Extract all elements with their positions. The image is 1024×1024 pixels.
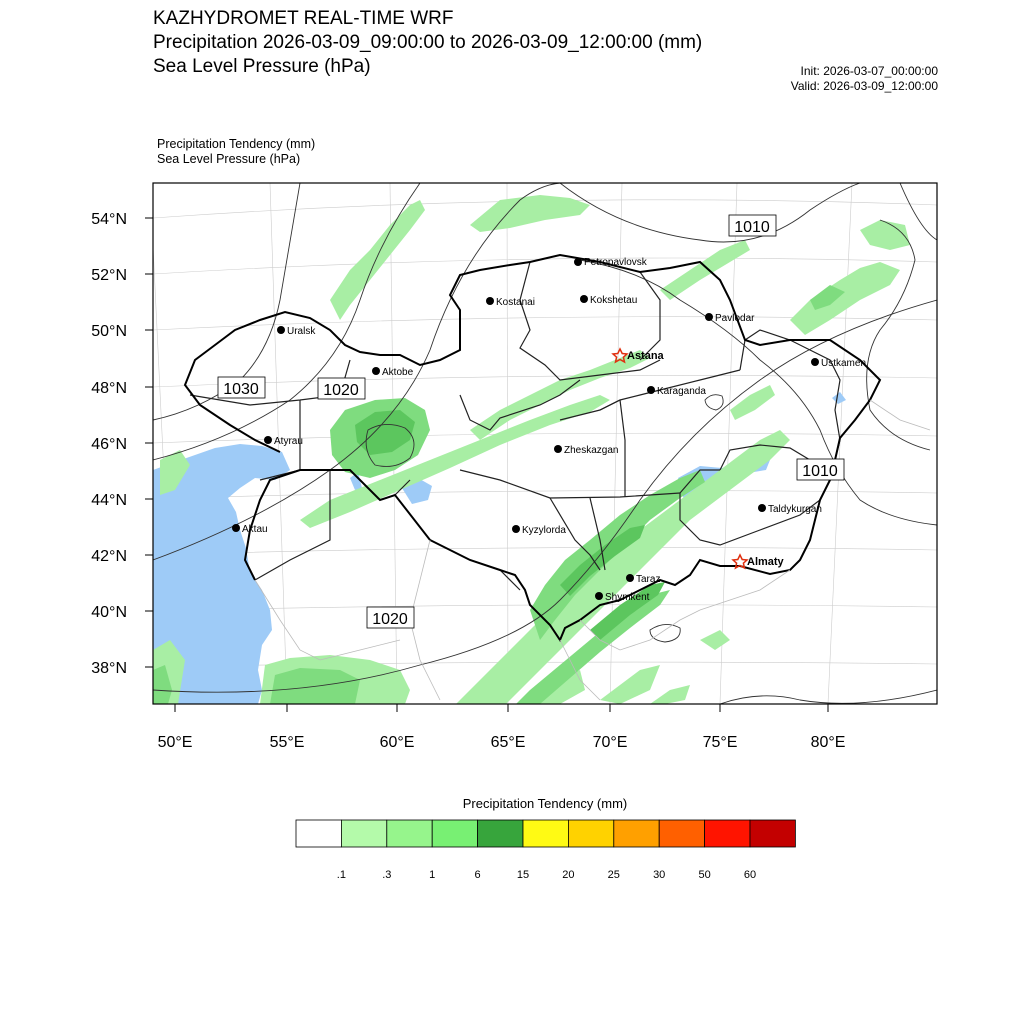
svg-text:Almaty: Almaty <box>747 556 784 568</box>
colorbar-swatch-0 <box>296 820 341 847</box>
colorbar-label-2: 1 <box>429 869 436 881</box>
lat-label-54: 54°N <box>91 211 127 228</box>
colorbar-swatch-4 <box>478 820 523 847</box>
colorbar-swatch-9 <box>705 820 750 847</box>
lat-label-52: 52°N <box>91 267 127 284</box>
colorbar-title: Precipitation Tendency (mm) <box>462 796 628 811</box>
city-almaty <box>733 555 785 568</box>
svg-text:Pavlodar: Pavlodar <box>715 313 755 324</box>
svg-text:1010: 1010 <box>734 219 770 236</box>
lat-label-46: 46°N <box>91 436 127 453</box>
isobar-label-1030 <box>218 377 265 398</box>
colorbar-labels <box>337 869 756 881</box>
city-pavlodar <box>705 313 755 324</box>
city-taldykurgan <box>758 504 822 515</box>
lon-label-70: 70°E <box>592 734 628 751</box>
subtitle-precip: Precipitation Tendency (mm) <box>157 137 316 151</box>
isobar-label-1010-east <box>797 459 844 480</box>
map-plot-area <box>150 183 937 720</box>
colorbar-label-3: 6 <box>474 869 481 881</box>
zaysan-lake <box>832 392 846 404</box>
svg-text:Taldykurgan: Taldykurgan <box>768 504 822 515</box>
svg-text:1020: 1020 <box>372 611 408 628</box>
svg-text:Ustkamen: Ustkamen <box>821 358 867 369</box>
isobar-label-1020-north <box>318 378 365 399</box>
subtitle-pressure: Sea Level Pressure (hPa) <box>157 152 301 166</box>
svg-text:Kostanai: Kostanai <box>496 297 535 308</box>
city-taraz <box>626 574 660 585</box>
lon-label-65: 65°E <box>490 734 526 751</box>
isobar-label-1010-north <box>729 215 776 236</box>
lat-label-48: 48°N <box>91 380 127 397</box>
colorbar-swatch-5 <box>523 820 568 847</box>
lat-label-42: 42°N <box>91 548 127 565</box>
colorbar-label-7: 30 <box>653 869 666 881</box>
svg-text:1030: 1030 <box>223 381 259 398</box>
title-line-3: Sea Level Pressure (hPa) <box>153 56 371 77</box>
city-kyzylorda <box>512 525 566 536</box>
svg-text:Kokshetau: Kokshetau <box>590 295 638 306</box>
colorbar-label-4: 15 <box>516 869 530 881</box>
city-zheskazgan <box>554 445 618 456</box>
colorbar-label-5: 20 <box>562 869 575 881</box>
city-ustkamen <box>811 358 866 369</box>
svg-text:Astana: Astana <box>627 350 664 362</box>
colorbar-swatch-7 <box>614 820 659 847</box>
colorbar-label-8: 50 <box>698 869 711 881</box>
lon-label-75: 75°E <box>702 734 738 751</box>
svg-text:1010: 1010 <box>802 463 838 480</box>
city-kokshetau <box>580 295 637 306</box>
city-uralsk <box>277 326 316 337</box>
lon-label-50: 50°E <box>157 734 193 751</box>
city-aktobe <box>372 367 414 378</box>
colorbar-swatch-2 <box>387 820 432 847</box>
lon-label-80: 80°E <box>810 734 846 751</box>
lon-label-55: 55°E <box>269 734 305 751</box>
city-kostanai <box>486 297 535 308</box>
colorbar-label-1: .3 <box>382 869 392 881</box>
lat-label-44: 44°N <box>91 492 127 509</box>
isobar-label-1020-south <box>367 607 414 628</box>
city-markers <box>232 257 866 603</box>
svg-text:Shymkent: Shymkent <box>605 592 650 603</box>
title-line-1: KAZHYDROMET REAL-TIME WRF <box>153 8 454 29</box>
colorbar-swatch-6 <box>568 820 613 847</box>
svg-text:Petropavlovsk: Petropavlovsk <box>584 257 647 268</box>
colorbar-swatch-1 <box>341 820 386 847</box>
latitude-labels <box>91 211 127 677</box>
lat-label-50: 50°N <box>91 323 127 340</box>
svg-text:Aktobe: Aktobe <box>382 367 414 378</box>
valid-time: Valid: 2026-03-09_12:00:00 <box>790 79 938 93</box>
title-line-2: Precipitation 2026-03-09_09:00:00 to 2026-03-09_12:00:00 (mm) <box>153 32 703 53</box>
colorbar-swatch-8 <box>659 820 704 847</box>
colorbar-label-0: .1 <box>336 869 346 881</box>
lat-label-40: 40°N <box>91 604 127 621</box>
lon-label-60: 60°E <box>379 734 415 751</box>
lat-label-38: 38°N <box>91 660 127 677</box>
colorbar-swatch-3 <box>432 820 477 847</box>
svg-text:Kyzylorda: Kyzylorda <box>522 525 566 536</box>
svg-text:Aktau: Aktau <box>242 524 268 535</box>
colorbar <box>296 820 795 847</box>
longitude-labels <box>158 734 846 751</box>
colorbar-swatch-10 <box>750 820 795 847</box>
svg-text:Uralsk: Uralsk <box>287 326 316 337</box>
city-petropavlovsk <box>574 257 648 268</box>
svg-text:Karaganda: Karaganda <box>657 386 706 397</box>
svg-text:Atyrau: Atyrau <box>274 436 303 447</box>
init-time: Init: 2026-03-07_00:00:00 <box>800 64 938 78</box>
city-atyrau <box>264 436 303 447</box>
colorbar-label-9: 60 <box>743 869 757 881</box>
svg-text:Zheskazgan: Zheskazgan <box>564 445 619 456</box>
colorbar-label-6: 25 <box>607 869 620 881</box>
city-astana <box>613 349 665 362</box>
svg-text:1020: 1020 <box>323 382 359 399</box>
svg-text:Taraz: Taraz <box>636 574 661 585</box>
